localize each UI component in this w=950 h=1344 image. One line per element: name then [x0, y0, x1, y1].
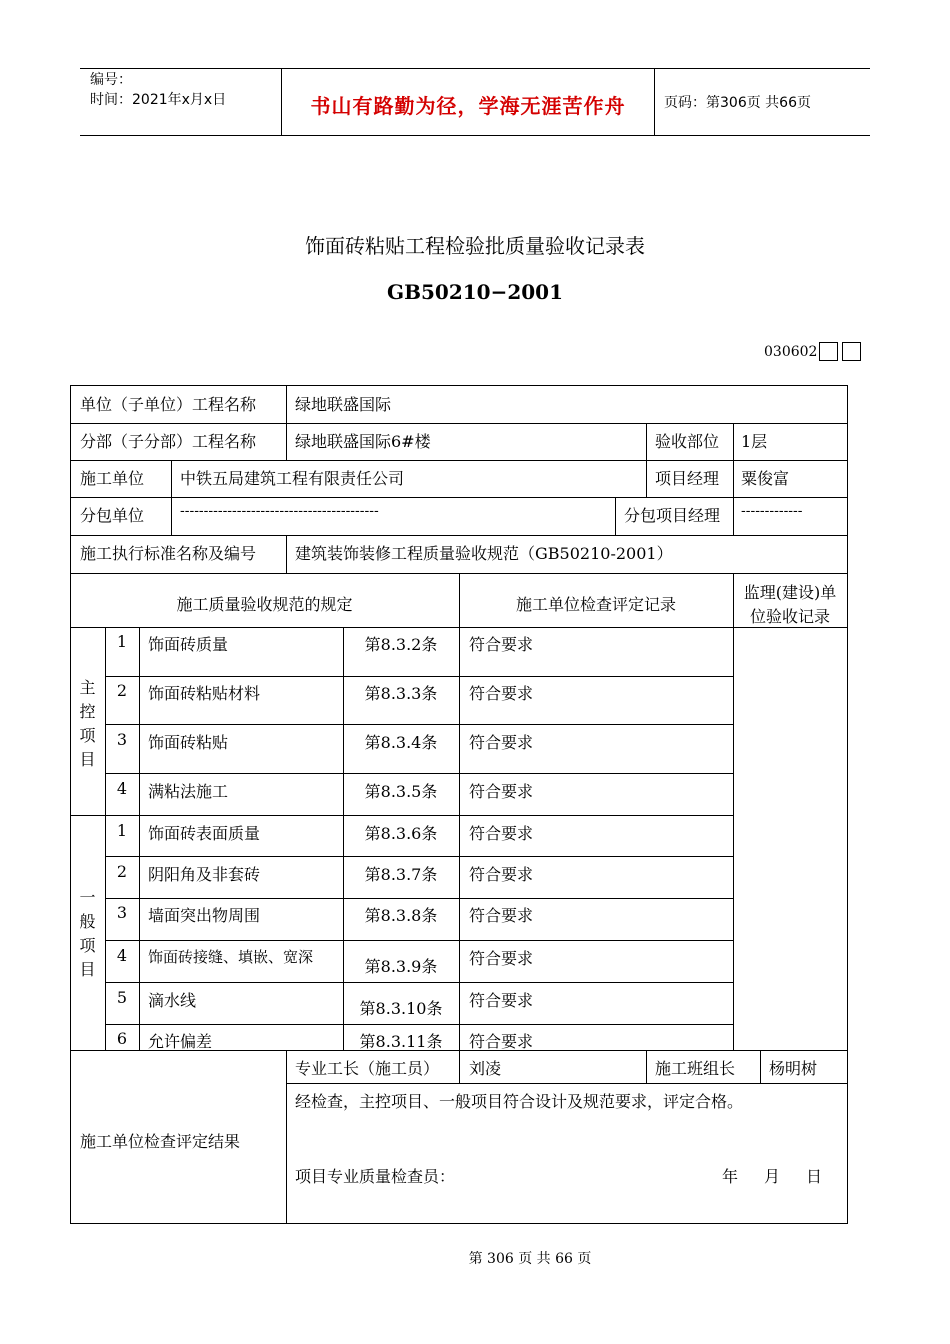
item-clause: 第8.3.8条 — [364, 906, 438, 925]
item-name: 饰面砖粘贴材料 — [148, 684, 261, 703]
inspector-label: 项目专业质量检查员： — [295, 1167, 456, 1186]
item-result[interactable]: 符合要求 — [469, 906, 534, 925]
item-clause: 第8.3.11条 — [359, 1032, 443, 1051]
item-name: 墙面突出物周围 — [148, 906, 261, 925]
item-clause: 第8.3.2条 — [364, 635, 438, 654]
time-label: 时间：2021年x月x日 — [90, 92, 227, 108]
sub-project-value[interactable]: 绿地联盛国际6#楼 — [295, 432, 431, 451]
general-items-group-label — [70, 886, 105, 982]
item-name: 饰面砖表面质量 — [148, 824, 261, 843]
item-result[interactable]: 符合要求 — [469, 824, 534, 843]
sub-manager-label: 分包项目经理 — [624, 506, 721, 525]
group-label-char: 控 — [79, 702, 96, 721]
date-month-label: 月 — [764, 1167, 781, 1186]
document-standard: GB50210−2001 — [387, 280, 563, 304]
supervision-column-header-line1: 监理(建设)单 — [743, 583, 837, 602]
check-column-header: 施工单位检查评定记录 — [515, 595, 676, 614]
item-result[interactable]: 符合要求 — [469, 1032, 534, 1051]
item-number: 4 — [116, 779, 128, 798]
group-label-char: 主 — [79, 678, 96, 697]
main-items-group-label — [70, 676, 105, 772]
team-leader-label: 施工班组长 — [655, 1059, 736, 1078]
team-leader-value[interactable]: 杨明树 — [769, 1059, 818, 1078]
item-number: 3 — [116, 903, 128, 922]
form-code-checkbox[interactable] — [842, 342, 861, 361]
item-name: 饰面砖接缝、填嵌、宽深 — [148, 948, 314, 966]
item-result[interactable]: 符合要求 — [469, 991, 534, 1010]
form-code-checkbox[interactable] — [819, 342, 838, 361]
item-clause: 第8.3.7条 — [364, 865, 438, 884]
project-manager-label: 项目经理 — [655, 469, 720, 488]
item-number: 2 — [116, 681, 128, 700]
item-number: 1 — [116, 821, 128, 840]
item-name: 饰面砖质量 — [148, 635, 229, 654]
item-number: 4 — [116, 946, 128, 965]
group-label-char: 般 — [79, 912, 96, 931]
foreman-label: 专业工长（施工员） — [295, 1059, 440, 1078]
item-number: 2 — [116, 862, 128, 881]
header-page-info: 页码：第306页 共66页 — [664, 95, 811, 111]
unit-project-label: 单位（子单位）工程名称 — [80, 395, 257, 414]
project-manager-value[interactable]: 粟俊富 — [741, 469, 790, 488]
form-code: 030602 — [764, 344, 818, 360]
item-clause: 第8.3.9条 — [364, 957, 438, 976]
foreman-value[interactable]: 刘凌 — [469, 1059, 502, 1078]
item-clause: 第8.3.3条 — [364, 684, 438, 703]
acceptance-part-value[interactable]: 1层 — [741, 432, 768, 451]
item-number: 5 — [116, 988, 128, 1007]
header-top-rule — [80, 68, 870, 69]
item-result[interactable]: 符合要求 — [469, 782, 534, 801]
item-result[interactable]: 符合要求 — [469, 635, 534, 654]
item-number: 1 — [116, 632, 128, 651]
item-name: 允许偏差 — [148, 1032, 213, 1051]
item-result[interactable]: 符合要求 — [469, 733, 534, 752]
acceptance-part-label: 验收部位 — [655, 432, 720, 451]
subcontractor-label: 分包单位 — [80, 506, 145, 525]
item-clause: 第8.3.5条 — [364, 782, 438, 801]
header-motto: 书山有路勤为径，学海无涯苦作舟 — [310, 94, 626, 118]
date-year-label: 年 — [722, 1167, 739, 1186]
sub-manager-value[interactable]: ------------- — [741, 503, 803, 519]
item-result[interactable]: 符合要求 — [469, 865, 534, 884]
item-clause: 第8.3.4条 — [364, 733, 438, 752]
item-clause: 第8.3.6条 — [364, 824, 438, 843]
spec-column-header: 施工质量验收规范的规定 — [176, 595, 353, 614]
group-label-char: 目 — [79, 750, 96, 769]
page-footer: 第 306 页 共 66 页 — [468, 1251, 592, 1267]
inspection-conclusion[interactable]: 经检查，主控项目、一般项目符合设计及规范要求，评定合格。 — [295, 1092, 744, 1111]
group-label-char: 目 — [79, 960, 96, 979]
document-title: 饰面砖粘贴工程检验批质量验收记录表 — [305, 234, 645, 258]
header-bottom-rule — [80, 135, 870, 136]
item-result[interactable]: 符合要求 — [469, 684, 534, 703]
code-label: 编号： — [90, 72, 132, 88]
supervision-column-header-line2: 位验收记录 — [749, 607, 830, 626]
standard-value[interactable]: 建筑装饰装修工程质量验收规范（GB50210-2001） — [295, 544, 673, 563]
standard-label: 施工执行标准名称及编号 — [80, 544, 257, 563]
sub-project-label: 分部（子分部）工程名称 — [80, 432, 257, 451]
date-day-label: 日 — [806, 1167, 823, 1186]
construction-unit-value[interactable]: 中铁五局建筑工程有限责任公司 — [180, 469, 405, 488]
header-meta — [90, 70, 226, 110]
item-clause: 第8.3.10条 — [359, 999, 443, 1018]
group-label-char: 项 — [79, 936, 96, 955]
item-number: 6 — [116, 1029, 128, 1048]
item-result[interactable]: 符合要求 — [469, 949, 534, 968]
group-label-char: 一 — [79, 888, 96, 907]
construction-unit-label: 施工单位 — [80, 469, 145, 488]
header-divider — [654, 68, 655, 136]
item-name: 阴阳角及非套砖 — [148, 865, 261, 884]
item-name: 滴水线 — [148, 991, 197, 1010]
subcontractor-value[interactable]: ------------------------------------------ — [180, 503, 379, 519]
group-label-char: 项 — [79, 726, 96, 745]
result-section-label: 施工单位检查评定结果 — [80, 1132, 241, 1151]
unit-project-value[interactable]: 绿地联盛国际 — [295, 395, 392, 414]
item-name: 满粘法施工 — [148, 782, 229, 801]
item-name: 饰面砖粘贴 — [148, 733, 229, 752]
item-number: 3 — [116, 730, 128, 749]
